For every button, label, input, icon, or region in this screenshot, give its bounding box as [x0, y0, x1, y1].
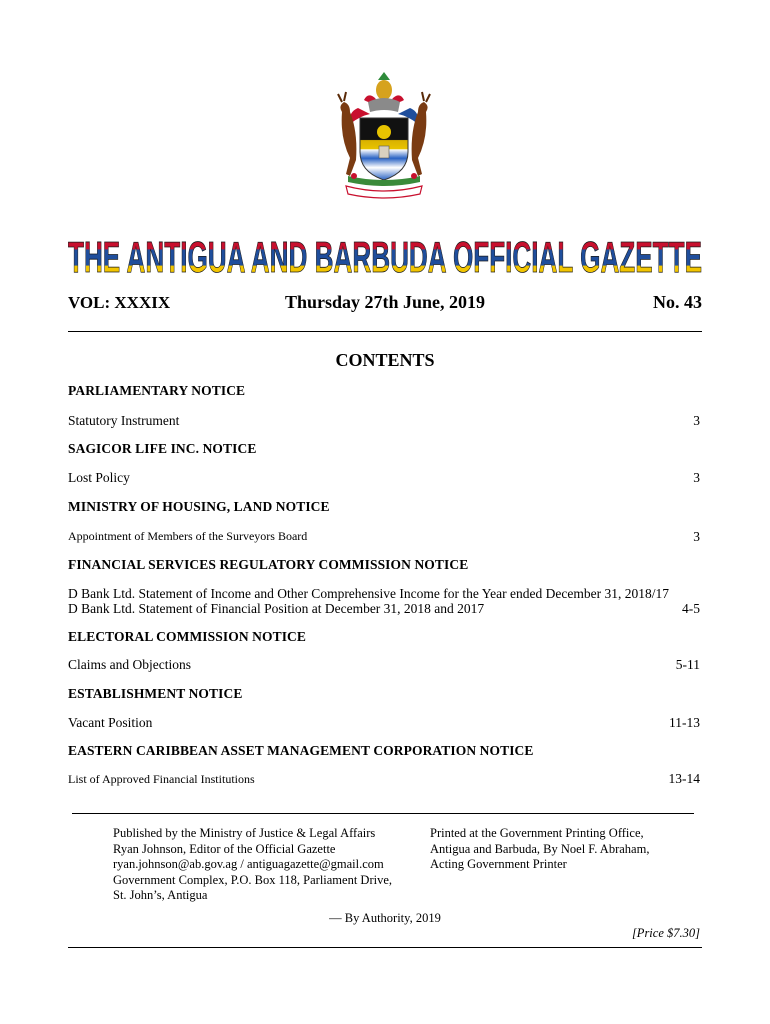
contents-item-claims-objections: Claims and Objections [68, 657, 191, 672]
deer-supporter-right-icon [412, 92, 430, 176]
header-divider [68, 331, 702, 332]
printer-line: Printed at the Government Printing Office, [430, 826, 644, 840]
publisher-block [113, 826, 392, 904]
address-line: Government Complex, P.O. Box 118, Parliament Drive, [113, 872, 393, 887]
contents-item-approved-institutions: List of Approved Financial Institutions [68, 772, 255, 786]
email-line: ryan.johnson@ab.gov.ag / antiguagazette@gmail.com [113, 857, 384, 871]
bottom-rule [68, 947, 702, 948]
issue-date: Thursday 27th June, 2019 [284, 292, 486, 312]
footer-divider [72, 813, 694, 814]
contents-item-vacant-position: Vacant Position [68, 715, 153, 730]
page-ref: 11-13 [669, 715, 700, 730]
contents-item-income-statement: D Bank Ltd. Statement of Income and Other Comprehensive Income for the Year ended December 31, 2018/17 [68, 586, 669, 601]
coat-of-arms-crest [328, 72, 440, 200]
page-ref: 13-14 [668, 771, 700, 786]
section-heading-ecamc: EASTERN CARIBBEAN ASSET MANAGEMENT CORPORATION NOTICE [68, 743, 534, 758]
section-heading-housing: MINISTRY OF HOUSING, LAND NOTICE [68, 499, 330, 514]
deer-supporter-left-icon [338, 92, 356, 176]
page-ref: 3 [693, 470, 700, 485]
contents-item-surveyors-board: Appointment of Members of the Surveyors Board [68, 529, 308, 543]
contents-item-financial-position: D Bank Ltd. Statement of Financial Position at December 31, 2018 and 2017 [68, 601, 485, 616]
printer-block [430, 826, 649, 873]
price-label: [Price $7.30] [631, 926, 700, 940]
section-heading-establishment: ESTABLISHMENT NOTICE [68, 686, 243, 701]
volume-number: VOL: XXXIX [68, 293, 171, 312]
section-heading-fsrc: FINANCIAL SERVICES REGULATORY COMMISSION NOTICE [68, 557, 469, 572]
contents-heading: CONTENTS [335, 350, 435, 370]
editor-line: Ryan Johnson, Editor of the Official Gazette [113, 841, 336, 856]
printer-line: Antigua and Barbuda, By Noel F. Abraham, [430, 841, 650, 856]
publisher-line: Published by the Ministry of Justice & Legal Affairs [113, 826, 376, 840]
gazette-masthead [66, 232, 704, 278]
city-line: St. John’s, Antigua [113, 888, 208, 902]
page-ref: 3 [693, 413, 700, 428]
section-heading-parliamentary: PARLIAMENTARY NOTICE [68, 383, 246, 398]
section-heading-electoral: ELECTORAL COMMISSION NOTICE [68, 629, 307, 644]
masthead-title: THE ANTIGUA AND BARBUDA OFFICIAL GAZETTE [68, 233, 702, 278]
issue-number: No. 43 [653, 292, 702, 312]
page-ref: 5-11 [675, 657, 700, 672]
authority-line: — By Authority, 2019 [329, 911, 441, 925]
printer-line: Acting Government Printer [430, 857, 567, 871]
section-heading-sagicor: SAGICOR LIFE INC. NOTICE [68, 441, 257, 456]
contents-item-statutory-instrument: Statutory Instrument [68, 413, 180, 428]
contents-item-lost-policy: Lost Policy [68, 470, 130, 485]
page-ref: 4-5 [682, 601, 700, 616]
page-ref: 3 [693, 529, 700, 544]
